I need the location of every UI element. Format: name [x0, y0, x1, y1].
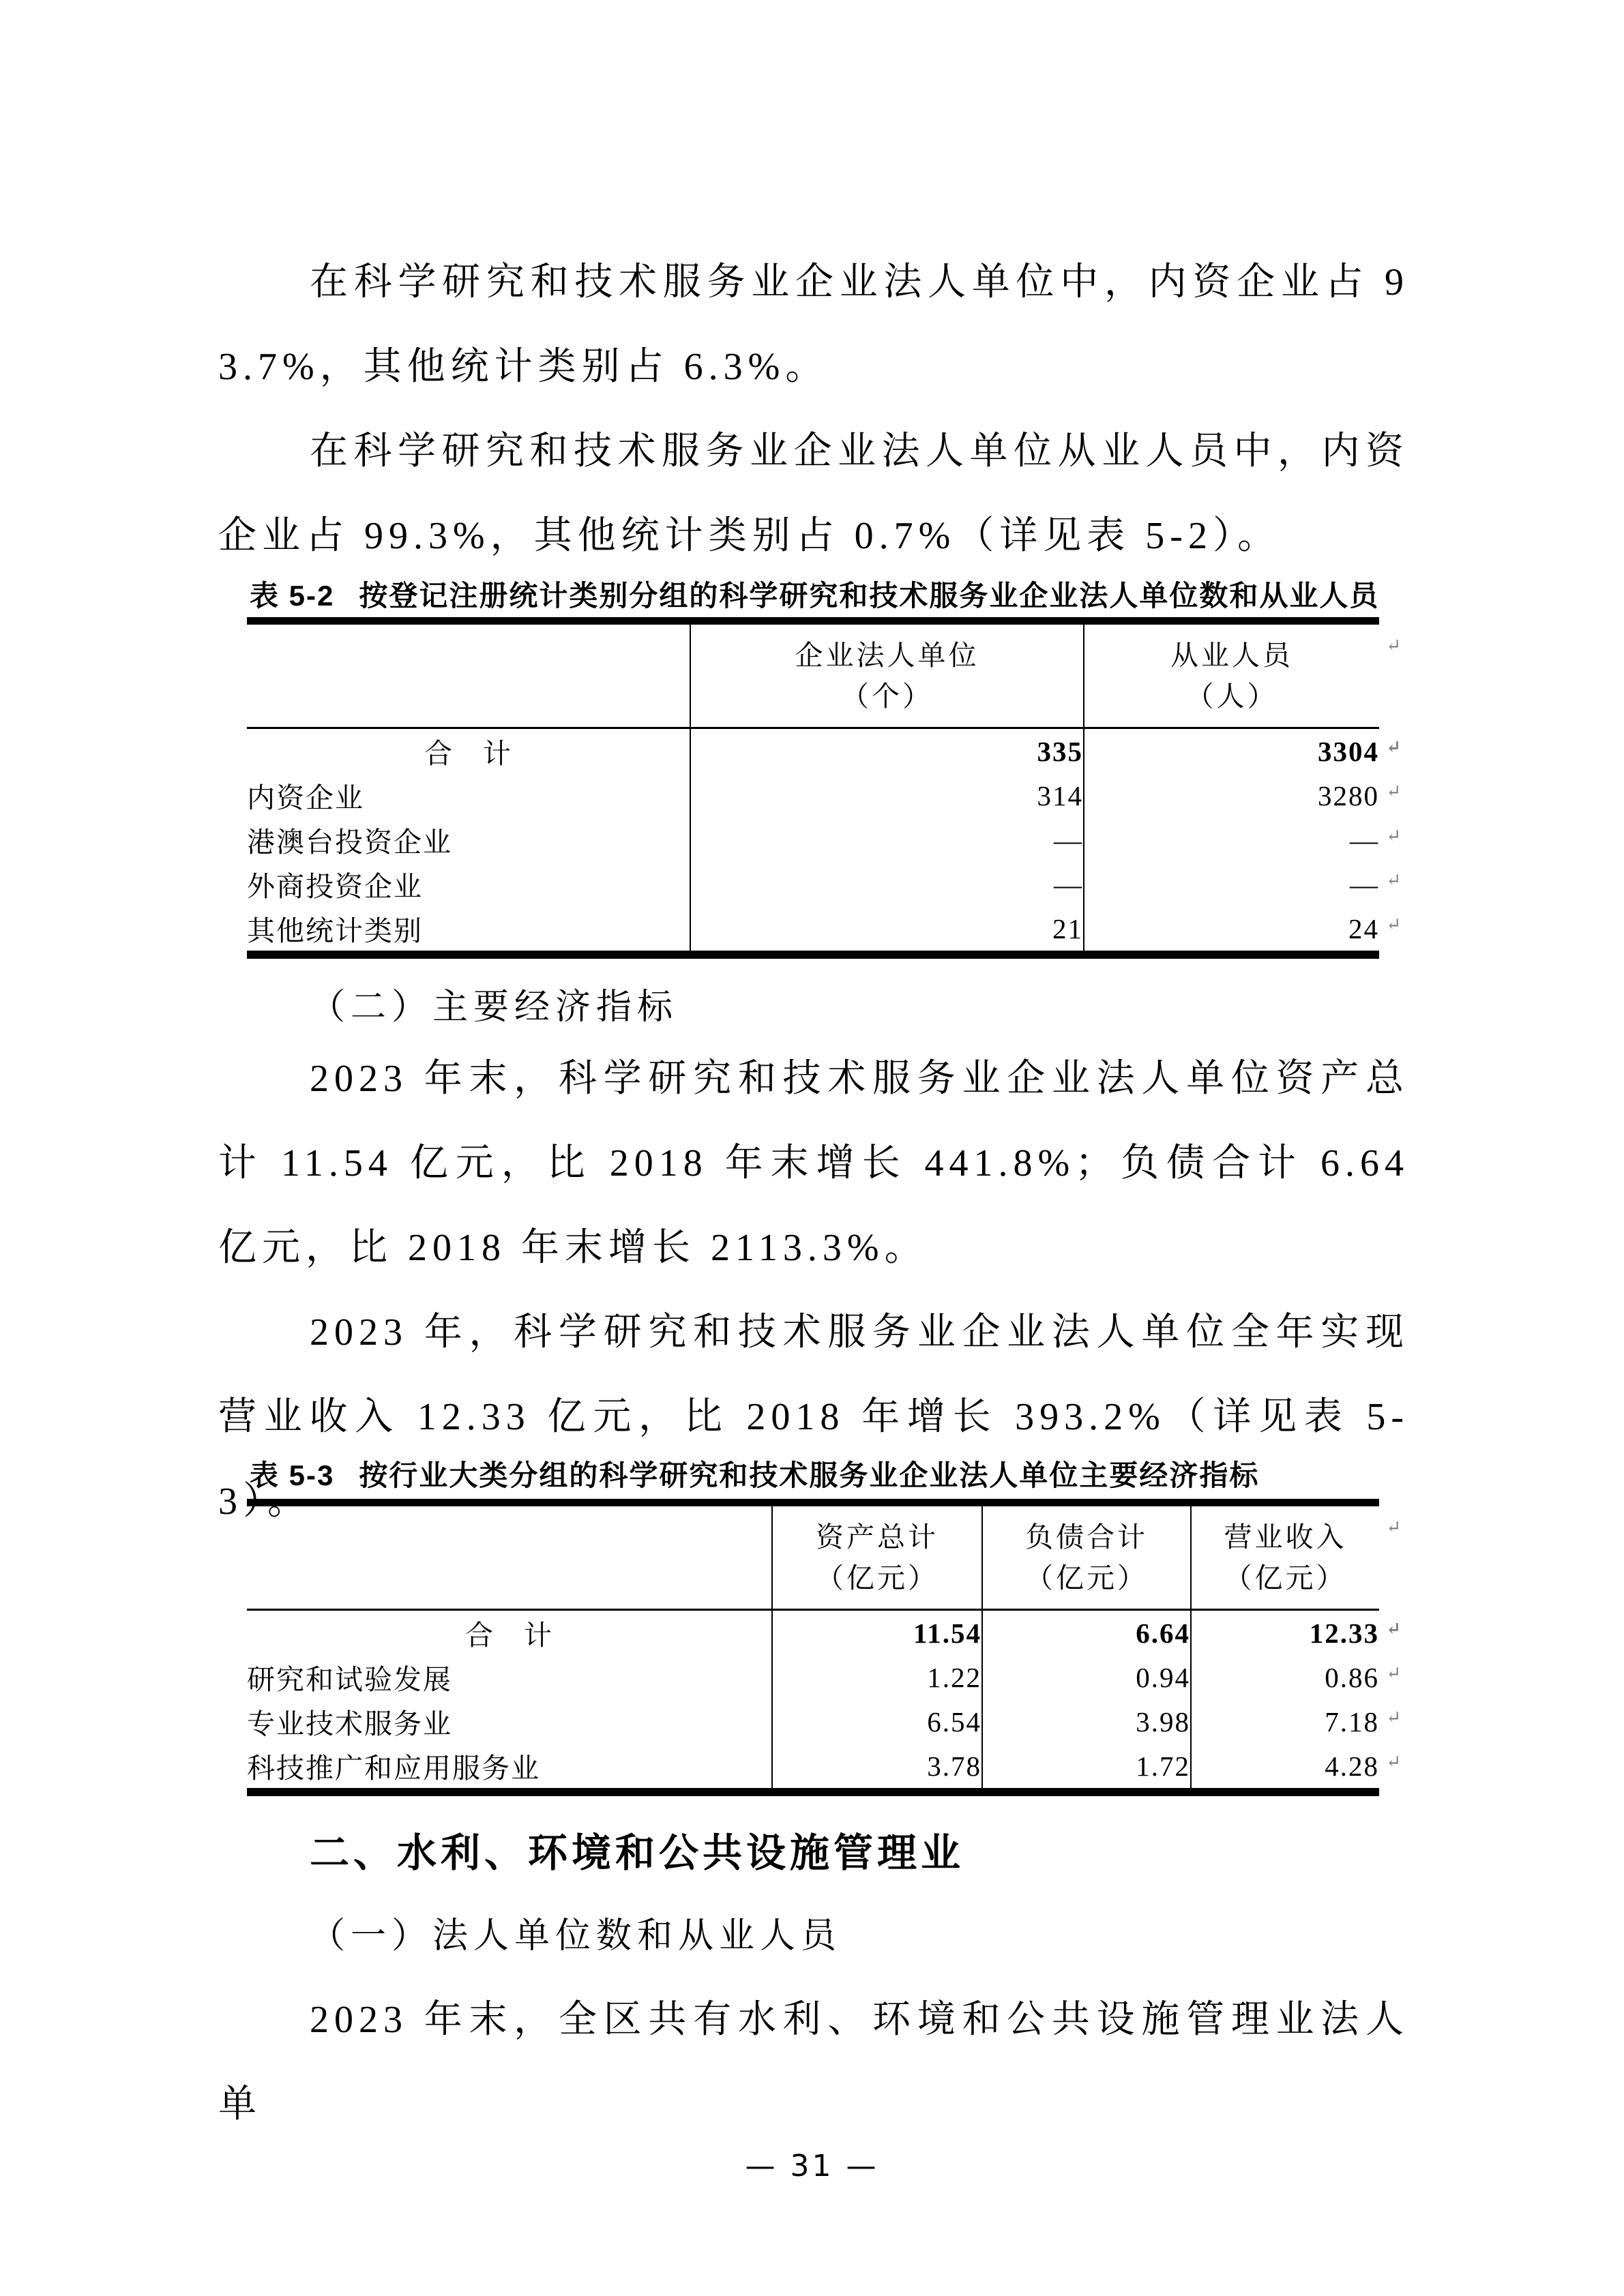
- header-unit-line: （个）: [841, 681, 933, 712]
- return-mark-icon: ↵: [1386, 1752, 1401, 1772]
- cell-value: [1191, 1610, 1401, 1656]
- return-mark-icon: ↵: [1386, 826, 1401, 846]
- row-label: 外商投资企业: [247, 871, 423, 902]
- table-5-2: [247, 617, 1401, 959]
- cell-value-text: 3304: [1318, 735, 1379, 767]
- table-5-3-title: [250, 1457, 1396, 1495]
- cell-value: [1191, 1699, 1401, 1744]
- paragraph-domestic-staff: 在科学研究和技术服务业企业法人单位从业人员中，内资企业占 99.3%，其他统计类别占 0.7%（详见表 5-2）。: [218, 430, 1409, 557]
- header-unit-line: （亿元）: [1224, 1562, 1347, 1594]
- header-line: 负债合计: [1025, 1521, 1148, 1553]
- table-row: [247, 1699, 1379, 1744]
- table-row-total: [247, 728, 1379, 774]
- row-label: 研究和试验发展: [247, 1664, 452, 1695]
- return-mark-icon: ↵: [1386, 1708, 1401, 1727]
- cell-value: —: [690, 818, 1084, 862]
- table-row: [247, 1744, 1379, 1792]
- return-mark-icon: ↵: [1386, 1619, 1401, 1639]
- cell-value: [1084, 728, 1401, 774]
- table-5-3-title-text: 按行业大类分组的科学研究和技术服务业企业法人单位主要经济指标: [359, 1459, 1260, 1491]
- header-unit-line: （人）: [1185, 681, 1278, 712]
- header-line: 资产总计: [816, 1521, 939, 1553]
- return-mark-icon: ↵: [1386, 914, 1401, 934]
- table-row-total: [247, 1610, 1379, 1656]
- cell-value: 1.72: [982, 1744, 1191, 1792]
- cell-value: 0.94: [982, 1655, 1191, 1699]
- cell-value: [1191, 1655, 1401, 1699]
- header-line: 从业人员: [1170, 640, 1293, 671]
- cell-value-text: 3280: [1318, 779, 1379, 811]
- cell-value: [1084, 773, 1401, 818]
- cell-value: 1.22: [772, 1655, 982, 1699]
- table-5-2-title: [250, 577, 1396, 615]
- cell-value: [1084, 862, 1401, 906]
- table-5-3-header-row: [247, 1503, 1379, 1610]
- cell-value: 21: [690, 906, 1084, 955]
- cell-value: 6.64: [982, 1610, 1191, 1656]
- cell-value-text: 24: [1348, 912, 1379, 944]
- header-unit-line: （亿元）: [816, 1562, 939, 1594]
- header-line: 企业法人单位: [795, 640, 979, 671]
- header-unit-line: （亿元）: [1025, 1562, 1148, 1594]
- return-mark-icon: ↵: [1386, 1517, 1401, 1537]
- paragraph-domestic-units: 在科学研究和技术服务业企业法人单位中，内资企业占 93.7%，其他统计类别占 6.3%。: [218, 261, 1409, 388]
- table-5-2-title-text: 按登记注册统计类别分组的科学研究和技术服务业企业法人单位数和从业人员: [359, 580, 1380, 612]
- table-row: [247, 773, 1379, 818]
- row-label: 内资企业: [247, 782, 364, 814]
- table-5-2-header-row: [247, 621, 1379, 728]
- cell-value: 3.98: [982, 1699, 1191, 1744]
- cell-value: 6.54: [772, 1699, 982, 1744]
- cell-value-text: 0.86: [1325, 1661, 1379, 1693]
- header-cell-empty: [247, 1503, 772, 1610]
- return-mark-icon: ↵: [1386, 737, 1401, 757]
- row-label: 合 计: [465, 1620, 553, 1651]
- table-row: [247, 906, 1379, 955]
- header-cell-liabilities: [982, 1503, 1191, 1610]
- return-mark-icon: ↵: [1386, 781, 1401, 801]
- cell-value-text: —: [1350, 868, 1379, 900]
- heading-economic-indicators: （二）主要经济指标: [310, 988, 679, 1027]
- cell-value: 3.78: [772, 1744, 982, 1792]
- page-number: — 31 —: [745, 2149, 879, 2183]
- cell-value-text: —: [1350, 824, 1379, 856]
- heading-section-two: 二、水利、环境和公共设施管理业: [310, 1831, 965, 1875]
- return-mark-icon: ↵: [1386, 636, 1401, 655]
- header-line: 营业收入: [1224, 1521, 1347, 1553]
- paragraph-revenue: 2023 年，科学研究和技术服务业企业法人单位全年实现营业收入 12.33 亿元，比 2018 年增长 393.2%（详见表 5-3）。: [218, 1311, 1409, 1523]
- row-label: 专业技术服务业: [247, 1708, 452, 1740]
- table-5-3-label: 表 5-3: [250, 1459, 335, 1491]
- row-label: 科技推广和应用服务业: [247, 1753, 540, 1784]
- header-cell-revenue: [1191, 1503, 1401, 1610]
- cell-value: [1191, 1744, 1401, 1792]
- table-5-2-label: 表 5-2: [250, 580, 335, 612]
- cell-value: 335: [690, 728, 1084, 774]
- cell-value-text: 7.18: [1325, 1705, 1379, 1738]
- cell-value-text: 12.33: [1309, 1617, 1379, 1649]
- paragraph-assets: 2023 年末，科学研究和技术服务业企业法人单位资产总计 11.54 亿元，比 2018 年末增长 441.8%；负债合计 6.64 亿元，比 2018 年末增长 2113.3%。: [218, 1058, 1409, 1269]
- header-cell-assets: [772, 1503, 982, 1610]
- cell-value-text: 4.28: [1325, 1750, 1379, 1782]
- row-label: 港澳台投资企业: [247, 826, 452, 858]
- row-label: 其他统计类别: [247, 915, 423, 946]
- cell-value: [1084, 818, 1401, 862]
- return-mark-icon: ↵: [1386, 1663, 1401, 1683]
- heading-legal-units: （一）法人单位数和从业人员: [310, 1917, 842, 1956]
- table-5-3: [247, 1499, 1401, 1796]
- row-label: 合 计: [424, 738, 512, 769]
- table-row: [247, 862, 1379, 906]
- header-cell-units: [690, 621, 1084, 728]
- paragraph-water-management: 2023 年末，全区共有水利、环境和公共设施管理业法人单: [218, 1999, 1409, 2126]
- table-row: [247, 1655, 1379, 1699]
- cell-value: 314: [690, 773, 1084, 818]
- return-mark-icon: ↵: [1386, 870, 1401, 890]
- table-row: [247, 818, 1379, 862]
- cell-value: [1084, 906, 1401, 955]
- header-cell-empty: [247, 621, 690, 728]
- header-cell-staff: [1084, 621, 1401, 728]
- cell-value: 11.54: [772, 1610, 982, 1656]
- cell-value: —: [690, 862, 1084, 906]
